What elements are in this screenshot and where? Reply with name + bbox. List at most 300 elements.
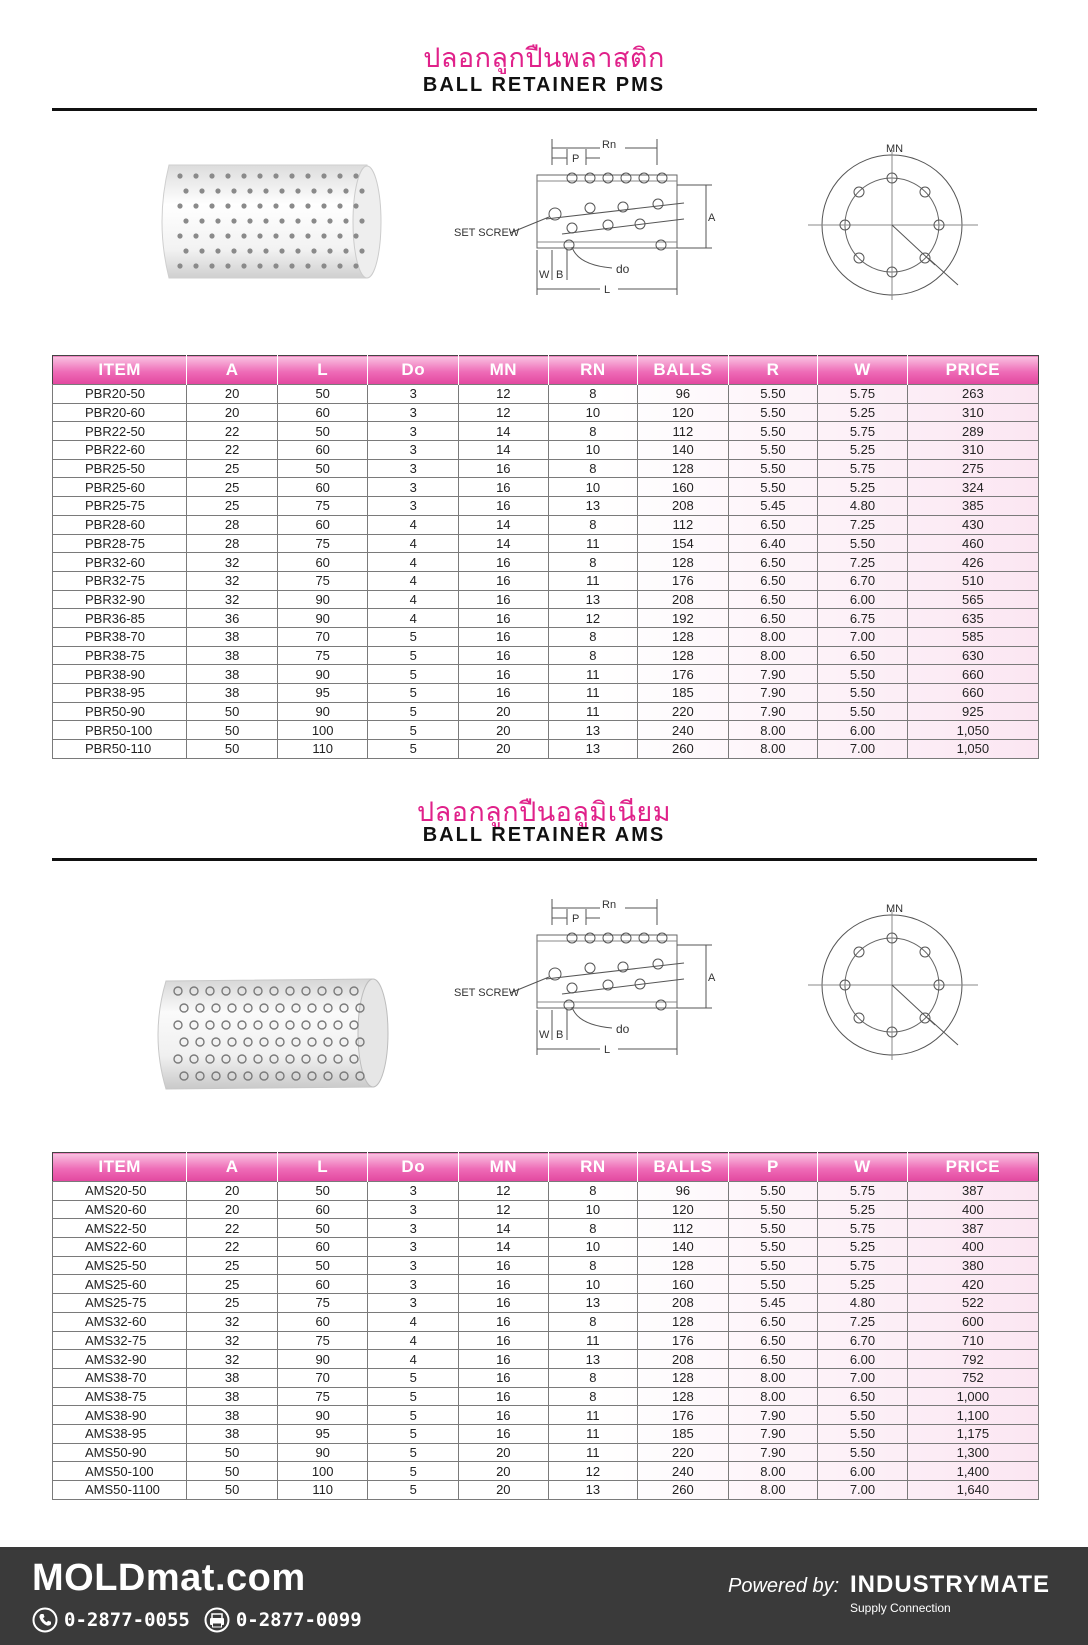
item-code-cell: PBR25-75 xyxy=(53,497,187,516)
table-cell: 4 xyxy=(368,571,459,590)
col-header: R xyxy=(728,356,818,385)
table-cell: 460 xyxy=(907,534,1038,553)
table-cell: 430 xyxy=(907,515,1038,534)
table-cell: 90 xyxy=(277,590,368,609)
table-cell: 38 xyxy=(187,1387,278,1406)
ball-hole xyxy=(225,173,230,178)
table-cell: 120 xyxy=(638,1200,729,1219)
table-cell: 4 xyxy=(368,534,459,553)
table-cell: 16 xyxy=(459,646,549,665)
col-header: RN xyxy=(548,356,638,385)
table-cell: 60 xyxy=(277,515,368,534)
col-header: P xyxy=(728,1153,818,1182)
table-cell: 50 xyxy=(187,702,278,721)
table-row xyxy=(53,590,1039,609)
pms-title-thai: ปลอกลูกปืนพลาสติก xyxy=(423,43,665,74)
table-cell: 5 xyxy=(368,1462,459,1481)
ball-hole xyxy=(231,188,236,193)
table-cell: 38 xyxy=(187,627,278,646)
table-cell: 208 xyxy=(638,497,729,516)
table-cell: 5.25 xyxy=(818,403,908,422)
table-row xyxy=(53,1481,1039,1500)
table-cell: 25 xyxy=(187,1275,278,1294)
col-header: ITEM xyxy=(53,1153,187,1182)
ball-hole xyxy=(295,218,300,223)
ball-hole xyxy=(273,233,278,238)
table-cell: 4 xyxy=(368,609,459,628)
table-cell: 8 xyxy=(548,422,638,441)
table-cell: 12 xyxy=(459,403,549,422)
ams-table-body xyxy=(53,1182,1039,1500)
set-screw-label: SET SCREW xyxy=(454,227,520,239)
table-cell: 38 xyxy=(187,684,278,703)
table-cell: 128 xyxy=(638,553,729,572)
item-code-cell: PBR22-60 xyxy=(53,441,187,460)
table-cell: 20 xyxy=(459,1481,549,1500)
table-cell: 16 xyxy=(459,459,549,478)
table-cell: 5 xyxy=(368,684,459,703)
table-cell: 20 xyxy=(187,403,278,422)
table-cell: 4.80 xyxy=(818,497,908,516)
table-cell: 5 xyxy=(368,1481,459,1500)
table-cell: 70 xyxy=(277,1368,368,1387)
do-label: do xyxy=(616,1022,630,1036)
table-row xyxy=(53,1312,1039,1331)
col-header: L xyxy=(277,1153,368,1182)
table-cell: 60 xyxy=(277,1238,368,1257)
table-cell: 5 xyxy=(368,1368,459,1387)
table-cell: 16 xyxy=(459,609,549,628)
table-cell: 16 xyxy=(459,1294,549,1313)
ball-hole xyxy=(273,203,278,208)
table-cell: 96 xyxy=(638,385,729,404)
table-cell: 10 xyxy=(548,478,638,497)
ball-hole xyxy=(193,233,198,238)
table-cell: 4.80 xyxy=(818,1294,908,1313)
table-cell: 5.50 xyxy=(728,1182,818,1201)
ams-section-diagram xyxy=(450,895,730,1065)
table-row xyxy=(53,515,1039,534)
table-cell: 60 xyxy=(277,441,368,460)
ball-hole xyxy=(209,233,214,238)
table-cell: 6.50 xyxy=(728,590,818,609)
item-code-cell: PBR25-50 xyxy=(53,459,187,478)
item-code-cell: AMS32-90 xyxy=(53,1350,187,1369)
table-cell: 75 xyxy=(277,534,368,553)
ball-hole xyxy=(199,248,204,253)
b-label: B xyxy=(556,1029,564,1041)
table-cell: 380 xyxy=(907,1256,1038,1275)
ams-title-en: BALL RETAINER AMS xyxy=(422,824,666,846)
table-cell: 32 xyxy=(187,1350,278,1369)
table-cell: 185 xyxy=(638,684,729,703)
table-cell: 5.50 xyxy=(728,422,818,441)
contact-line xyxy=(32,1605,376,1635)
table-cell: 385 xyxy=(907,497,1038,516)
table-cell: 6.50 xyxy=(728,1312,818,1331)
ball-hole xyxy=(247,248,252,253)
table-row xyxy=(53,646,1039,665)
col-header: A xyxy=(187,356,278,385)
ball-hole xyxy=(177,173,182,178)
item-code-cell: AMS20-50 xyxy=(53,1182,187,1201)
item-code-cell: PBR32-90 xyxy=(53,590,187,609)
table-row xyxy=(53,1424,1039,1443)
table-cell: 260 xyxy=(638,740,729,759)
table-cell: 192 xyxy=(638,609,729,628)
table-cell: 585 xyxy=(907,627,1038,646)
table-cell: 160 xyxy=(638,1275,729,1294)
partner-tagline: Supply Connection xyxy=(850,1601,951,1615)
table-cell: 5.50 xyxy=(728,385,818,404)
ball-hole xyxy=(311,218,316,223)
ball-hole xyxy=(279,248,284,253)
table-cell: 20 xyxy=(187,1200,278,1219)
table-row xyxy=(53,1256,1039,1275)
table-cell: 7.90 xyxy=(728,684,818,703)
table-cell: 90 xyxy=(277,1443,368,1462)
ball-hole xyxy=(311,248,316,253)
table-cell: 6.50 xyxy=(728,571,818,590)
table-cell: 3 xyxy=(368,422,459,441)
ball-hole xyxy=(263,248,268,253)
table-cell: 128 xyxy=(638,1387,729,1406)
ams-cross-section-diagram xyxy=(808,900,988,1070)
table-cell: 310 xyxy=(907,441,1038,460)
table-cell: 13 xyxy=(548,1294,638,1313)
table-cell: 263 xyxy=(907,385,1038,404)
ball-hole xyxy=(241,233,246,238)
ball-hole xyxy=(209,203,214,208)
ball-hole xyxy=(327,188,332,193)
table-cell: 5 xyxy=(368,721,459,740)
ams-spec-table xyxy=(52,1152,1039,1500)
rn-label: Rn xyxy=(602,899,617,911)
item-code-cell: PBR38-70 xyxy=(53,627,187,646)
table-row xyxy=(53,721,1039,740)
ball-hole xyxy=(231,248,236,253)
ball-hole xyxy=(305,233,310,238)
table-cell: 60 xyxy=(277,1275,368,1294)
table-cell: 28 xyxy=(187,515,278,534)
table-cell: 90 xyxy=(277,609,368,628)
table-cell: 12 xyxy=(459,1200,549,1219)
table-cell: 7.90 xyxy=(728,702,818,721)
table-cell: 38 xyxy=(187,1368,278,1387)
table-cell: 16 xyxy=(459,665,549,684)
item-code-cell: PBR38-75 xyxy=(53,646,187,665)
ball-hole xyxy=(337,203,342,208)
item-code-cell: PBR32-60 xyxy=(53,553,187,572)
footer-bar xyxy=(0,1547,1088,1645)
table-cell: 5.75 xyxy=(818,1256,908,1275)
table-cell: 310 xyxy=(907,403,1038,422)
table-cell: 16 xyxy=(459,1387,549,1406)
table-cell: 8 xyxy=(548,459,638,478)
table-row xyxy=(53,665,1039,684)
item-code-cell: AMS25-60 xyxy=(53,1275,187,1294)
ball-hole xyxy=(321,173,326,178)
table-cell: 176 xyxy=(638,1331,729,1350)
table-cell: 792 xyxy=(907,1350,1038,1369)
table-cell: 20 xyxy=(187,1182,278,1201)
table-cell: 4 xyxy=(368,590,459,609)
item-code-cell: AMS25-75 xyxy=(53,1294,187,1313)
col-header: ITEM xyxy=(53,356,187,385)
item-code-cell: PBR20-60 xyxy=(53,403,187,422)
ams-title-rule xyxy=(52,858,1037,861)
table-cell: 289 xyxy=(907,422,1038,441)
item-code-cell: AMS50-100 xyxy=(53,1462,187,1481)
table-cell: 22 xyxy=(187,1219,278,1238)
table-cell: 710 xyxy=(907,1331,1038,1350)
table-cell: 7.90 xyxy=(728,1424,818,1443)
table-cell: 8.00 xyxy=(728,721,818,740)
ball-hole xyxy=(327,248,332,253)
table-header-row xyxy=(53,1153,1039,1182)
col-header: Do xyxy=(368,1153,459,1182)
table-cell: 240 xyxy=(638,721,729,740)
table-cell: 7.00 xyxy=(818,1481,908,1500)
table-cell: 16 xyxy=(459,684,549,703)
table-cell: 660 xyxy=(907,684,1038,703)
table-cell: 50 xyxy=(277,459,368,478)
table-cell: 6.70 xyxy=(818,1331,908,1350)
table-cell: 5.75 xyxy=(818,1219,908,1238)
table-cell: 11 xyxy=(548,1443,638,1462)
table-cell: 13 xyxy=(548,590,638,609)
ball-hole xyxy=(279,218,284,223)
table-cell: 565 xyxy=(907,590,1038,609)
plastic-retainer-image xyxy=(155,160,385,285)
table-cell: 100 xyxy=(277,1462,368,1481)
table-cell: 208 xyxy=(638,1294,729,1313)
table-cell: 11 xyxy=(548,684,638,703)
table-row xyxy=(53,478,1039,497)
table-cell: 14 xyxy=(459,441,549,460)
table-cell: 5.50 xyxy=(728,1256,818,1275)
table-cell: 120 xyxy=(638,403,729,422)
w-label: W xyxy=(539,1029,550,1041)
ball-hole xyxy=(353,173,358,178)
table-row xyxy=(53,534,1039,553)
table-cell: 12 xyxy=(548,609,638,628)
ball-hole xyxy=(321,263,326,268)
table-row xyxy=(53,497,1039,516)
table-cell: 110 xyxy=(277,1481,368,1500)
table-cell: 25 xyxy=(187,478,278,497)
a-label: A xyxy=(708,972,716,984)
table-cell: 112 xyxy=(638,515,729,534)
table-cell: 11 xyxy=(548,1331,638,1350)
table-cell: 16 xyxy=(459,1368,549,1387)
table-cell: 75 xyxy=(277,571,368,590)
mn-label: MN xyxy=(886,143,904,155)
item-code-cell: AMS38-95 xyxy=(53,1424,187,1443)
table-row xyxy=(53,441,1039,460)
table-cell: 4 xyxy=(368,553,459,572)
table-cell: 25 xyxy=(187,459,278,478)
item-code-cell: PBR32-75 xyxy=(53,571,187,590)
table-cell: 7.90 xyxy=(728,1406,818,1425)
table-cell: 630 xyxy=(907,646,1038,665)
table-cell: 5.75 xyxy=(818,459,908,478)
table-cell: 50 xyxy=(187,1443,278,1462)
table-header-row xyxy=(53,356,1039,385)
col-header: PRICE xyxy=(907,356,1038,385)
table-cell: 5.50 xyxy=(728,478,818,497)
table-cell: 8 xyxy=(548,1256,638,1275)
table-cell: 5.50 xyxy=(728,1219,818,1238)
table-cell: 50 xyxy=(187,1481,278,1500)
table-cell: 5.25 xyxy=(818,1275,908,1294)
ball-hole xyxy=(295,248,300,253)
table-row xyxy=(53,1387,1039,1406)
table-cell: 7.25 xyxy=(818,515,908,534)
table-cell: 6.00 xyxy=(818,590,908,609)
partner-logo[interactable]: INDUSTRYMATE xyxy=(850,1571,1050,1598)
table-cell: 387 xyxy=(907,1182,1038,1201)
table-cell: 38 xyxy=(187,1424,278,1443)
table-row xyxy=(53,1238,1039,1257)
table-cell: 5.50 xyxy=(728,459,818,478)
table-cell: 8.00 xyxy=(728,627,818,646)
table-cell: 3 xyxy=(368,1219,459,1238)
table-cell: 90 xyxy=(277,1350,368,1369)
table-cell: 32 xyxy=(187,1312,278,1331)
table-cell: 70 xyxy=(277,627,368,646)
table-cell: 14 xyxy=(459,515,549,534)
item-code-cell: PBR50-90 xyxy=(53,702,187,721)
table-cell: 38 xyxy=(187,665,278,684)
b-label: B xyxy=(556,269,564,281)
pms-section-diagram xyxy=(450,135,730,305)
table-cell: 5 xyxy=(368,1443,459,1462)
item-code-cell: PBR50-100 xyxy=(53,721,187,740)
table-cell: 20 xyxy=(459,1462,549,1481)
ball-hole xyxy=(279,188,284,193)
table-cell: 13 xyxy=(548,1481,638,1500)
table-cell: 5.75 xyxy=(818,422,908,441)
col-header: RN xyxy=(548,1153,638,1182)
table-cell: 8.00 xyxy=(728,1387,818,1406)
table-cell: 5.75 xyxy=(818,1182,908,1201)
table-row xyxy=(53,1368,1039,1387)
table-cell: 60 xyxy=(277,478,368,497)
ball-hole xyxy=(305,203,310,208)
table-cell: 6.50 xyxy=(818,646,908,665)
table-cell: 96 xyxy=(638,1182,729,1201)
ball-hole xyxy=(337,233,342,238)
table-cell: 75 xyxy=(277,497,368,516)
table-cell: 95 xyxy=(277,684,368,703)
table-cell: 1,000 xyxy=(907,1387,1038,1406)
table-cell: 8 xyxy=(548,515,638,534)
table-cell: 112 xyxy=(638,1219,729,1238)
table-cell: 128 xyxy=(638,646,729,665)
ball-hole xyxy=(257,173,262,178)
ball-hole xyxy=(343,218,348,223)
table-cell: 420 xyxy=(907,1275,1038,1294)
table-cell: 4 xyxy=(368,1350,459,1369)
table-cell: 16 xyxy=(459,1275,549,1294)
ball-hole xyxy=(343,248,348,253)
brand-name[interactable]: MOLDmat.com xyxy=(32,1557,306,1599)
table-cell: 16 xyxy=(459,1406,549,1425)
table-cell: 20 xyxy=(459,721,549,740)
item-code-cell: AMS25-50 xyxy=(53,1256,187,1275)
ball-hole xyxy=(209,263,214,268)
table-cell: 20 xyxy=(459,740,549,759)
table-cell: 13 xyxy=(548,721,638,740)
table-cell: 16 xyxy=(459,553,549,572)
table-cell: 8 xyxy=(548,1387,638,1406)
item-code-cell: AMS38-75 xyxy=(53,1387,187,1406)
table-cell: 3 xyxy=(368,497,459,516)
ball-hole xyxy=(353,203,358,208)
ball-hole xyxy=(241,173,246,178)
table-cell: 90 xyxy=(277,1406,368,1425)
table-cell: 5 xyxy=(368,740,459,759)
table-cell: 5.50 xyxy=(818,1443,908,1462)
table-cell: 95 xyxy=(277,1424,368,1443)
ball-hole xyxy=(215,188,220,193)
ball-hole xyxy=(359,218,364,223)
ball-hole xyxy=(343,188,348,193)
table-cell: 208 xyxy=(638,1350,729,1369)
p-label: P xyxy=(572,913,580,925)
table-cell: 324 xyxy=(907,478,1038,497)
fax-number[interactable]: 0-2877-0099 xyxy=(235,1609,362,1631)
table-cell: 12 xyxy=(548,1462,638,1481)
l-label: L xyxy=(604,284,611,296)
table-cell: 3 xyxy=(368,1238,459,1257)
ball-hole xyxy=(257,203,262,208)
pms-spec-table xyxy=(52,355,1039,759)
table-cell: 11 xyxy=(548,534,638,553)
table-cell: 8 xyxy=(548,646,638,665)
table-cell: 5 xyxy=(368,1387,459,1406)
ams-title-thai: ปลอกลูกปืนอลูมิเนียม xyxy=(416,797,672,828)
phone-number[interactable]: 0-2877-0055 xyxy=(64,1609,190,1631)
table-cell: 1,640 xyxy=(907,1481,1038,1500)
table-cell: 16 xyxy=(459,627,549,646)
table-cell: 75 xyxy=(277,1331,368,1350)
table-cell: 522 xyxy=(907,1294,1038,1313)
w-label: W xyxy=(539,269,550,281)
table-cell: 7.25 xyxy=(818,553,908,572)
table-cell: 5.45 xyxy=(728,497,818,516)
ball-hole xyxy=(241,203,246,208)
ball-hole xyxy=(263,188,268,193)
table-cell: 6.50 xyxy=(728,515,818,534)
item-code-cell: PBR25-60 xyxy=(53,478,187,497)
ball-hole xyxy=(183,248,188,253)
table-cell: 36 xyxy=(187,609,278,628)
table-cell: 220 xyxy=(638,1443,729,1462)
table-cell: 6.50 xyxy=(728,1331,818,1350)
table-cell: 10 xyxy=(548,1275,638,1294)
table-cell: 7.90 xyxy=(728,1443,818,1462)
table-cell: 3 xyxy=(368,403,459,422)
table-cell: 128 xyxy=(638,1368,729,1387)
ball-hole xyxy=(177,203,182,208)
table-cell: 128 xyxy=(638,627,729,646)
item-code-cell: AMS38-90 xyxy=(53,1406,187,1425)
table-row xyxy=(53,403,1039,422)
item-code-cell: PBR36-85 xyxy=(53,609,187,628)
table-cell: 660 xyxy=(907,665,1038,684)
